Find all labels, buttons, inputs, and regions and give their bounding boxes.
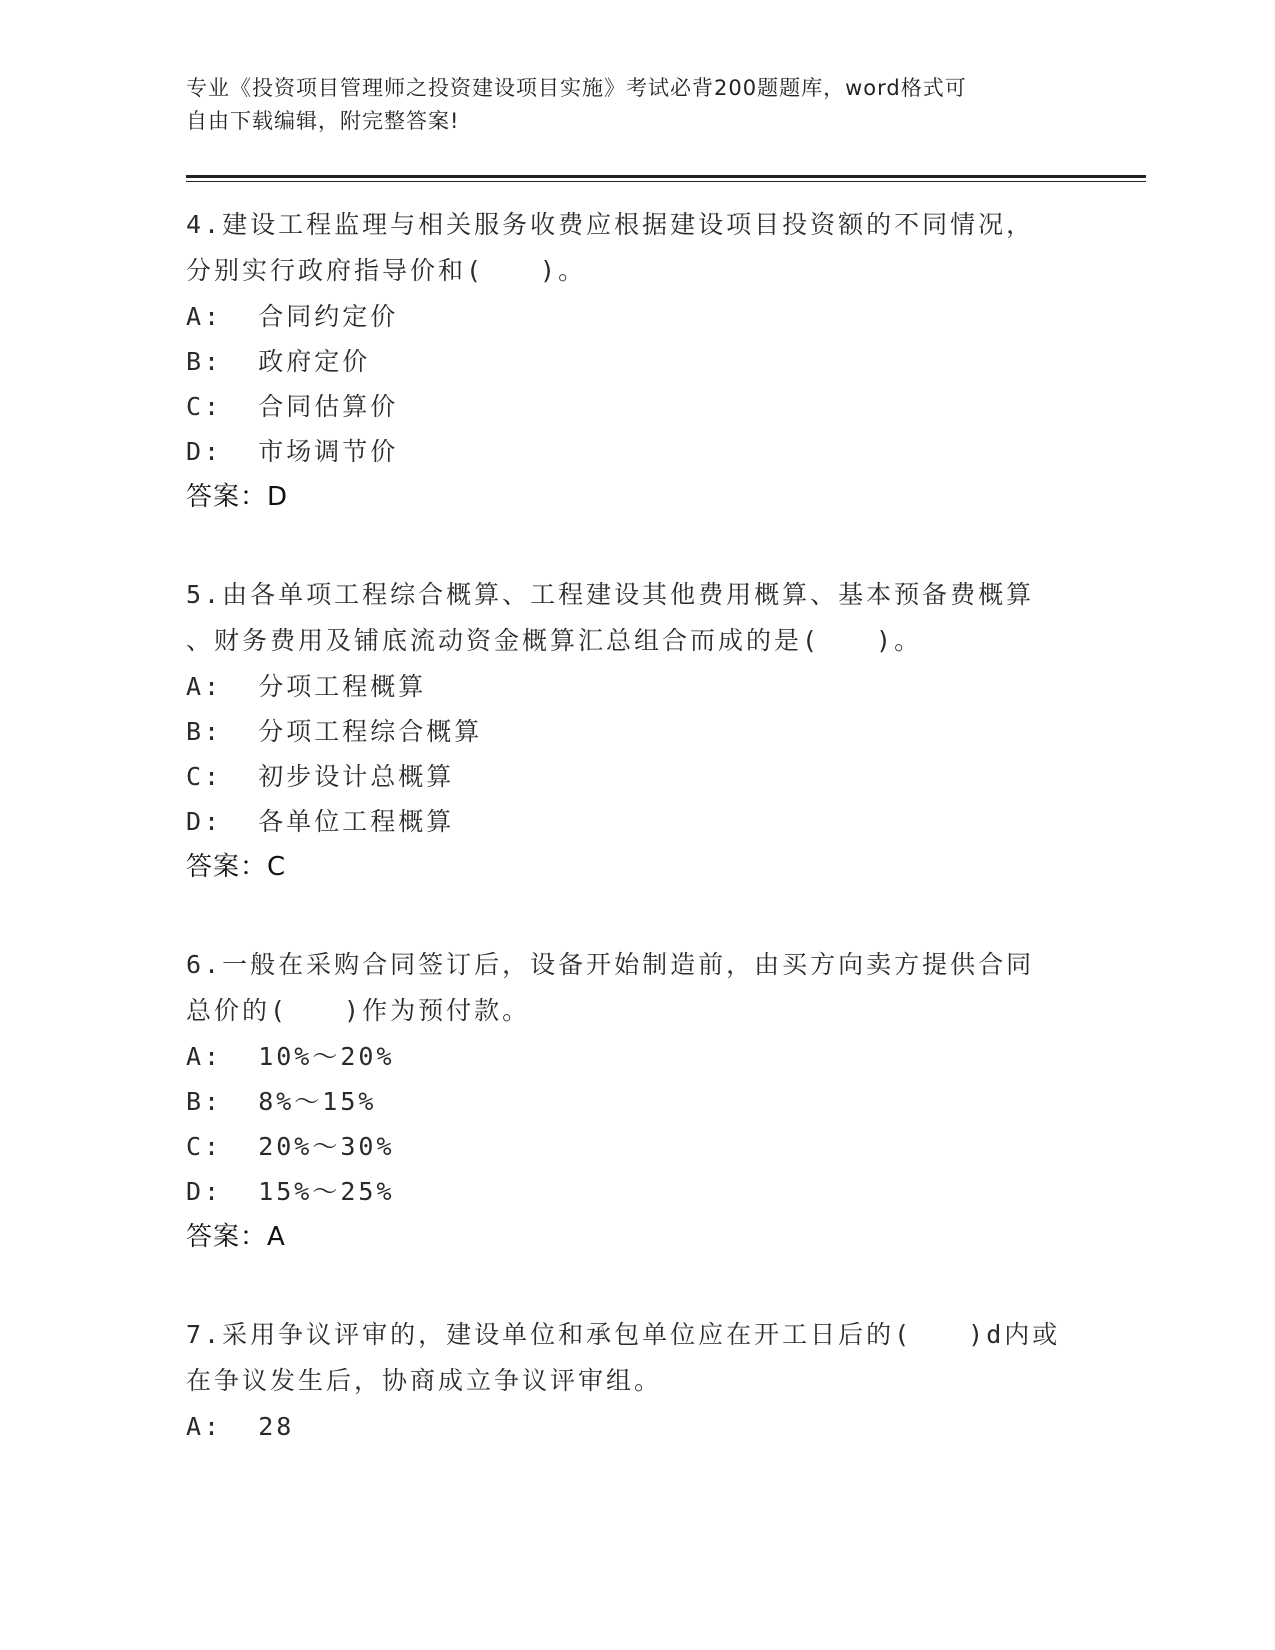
answer-label: 答案：D [186,482,289,512]
question-stem-line-1: 7.采用争议评审的，建设单位和承包单位应在开工日后的( )d内或 [186,1320,1061,1349]
question-stem [186,942,1076,1034]
option-c: C: 合同估算价 [186,392,399,421]
question-4 [186,202,1076,520]
header-divider-thick [186,175,1146,178]
option-list [186,1034,1076,1214]
option-b: B: 政府定价 [186,347,371,376]
option-list [186,1404,1076,1449]
answer-label: 答案：A [186,1222,286,1252]
question-stem-line-2: 在争议发生后，协商成立争议评审组。 [186,1366,663,1395]
question-stem-line-1: 5.由各单项工程综合概算、工程建设其他费用概算、基本预备费概算 [186,580,1035,609]
question-stem-line-1: 4.建设工程监理与相关服务收费应根据建设项目投资额的不同情况， [186,210,1035,239]
question-stem [186,572,1076,664]
question-7 [186,1312,1076,1449]
option-list [186,664,1076,844]
question-stem-line-2: 分别实行政府指导价和( )。 [186,256,587,285]
question-6 [186,942,1076,1260]
question-stem [186,202,1076,294]
header-divider-thin [186,181,1146,182]
document-header [186,72,1066,138]
option-a: A: 合同约定价 [186,302,399,331]
header-line-2: 自由下载编辑，附完整答案! [186,109,460,133]
option-a: A: 10%～20% [186,1042,395,1071]
option-c: C: 初步设计总概算 [186,762,455,791]
option-a: A: 分项工程概算 [186,672,427,701]
option-b: B: 8%～15% [186,1087,377,1116]
option-d: D: 15%～25% [186,1177,395,1206]
option-list [186,294,1076,474]
answer-label: 答案：C [186,852,287,882]
question-stem [186,1312,1076,1404]
question-stem-line-2: 、财务费用及铺底流动资金概算汇总组合而成的是( )。 [186,626,923,655]
option-c: C: 20%～30% [186,1132,395,1161]
option-b: B: 分项工程综合概算 [186,717,483,746]
header-line-1: 专业《投资项目管理师之投资建设项目实施》考试必背200题题库，word格式可 [186,76,967,100]
question-stem-line-1: 6.一般在采购合同签订后，设备开始制造前，由买方向卖方提供合同 [186,950,1035,979]
option-d: D: 市场调节价 [186,437,399,466]
option-d: D: 各单位工程概算 [186,807,455,836]
question-5 [186,572,1076,890]
question-stem-line-2: 总价的( )作为预付款。 [186,996,531,1025]
option-a: A: 28 [186,1412,295,1441]
